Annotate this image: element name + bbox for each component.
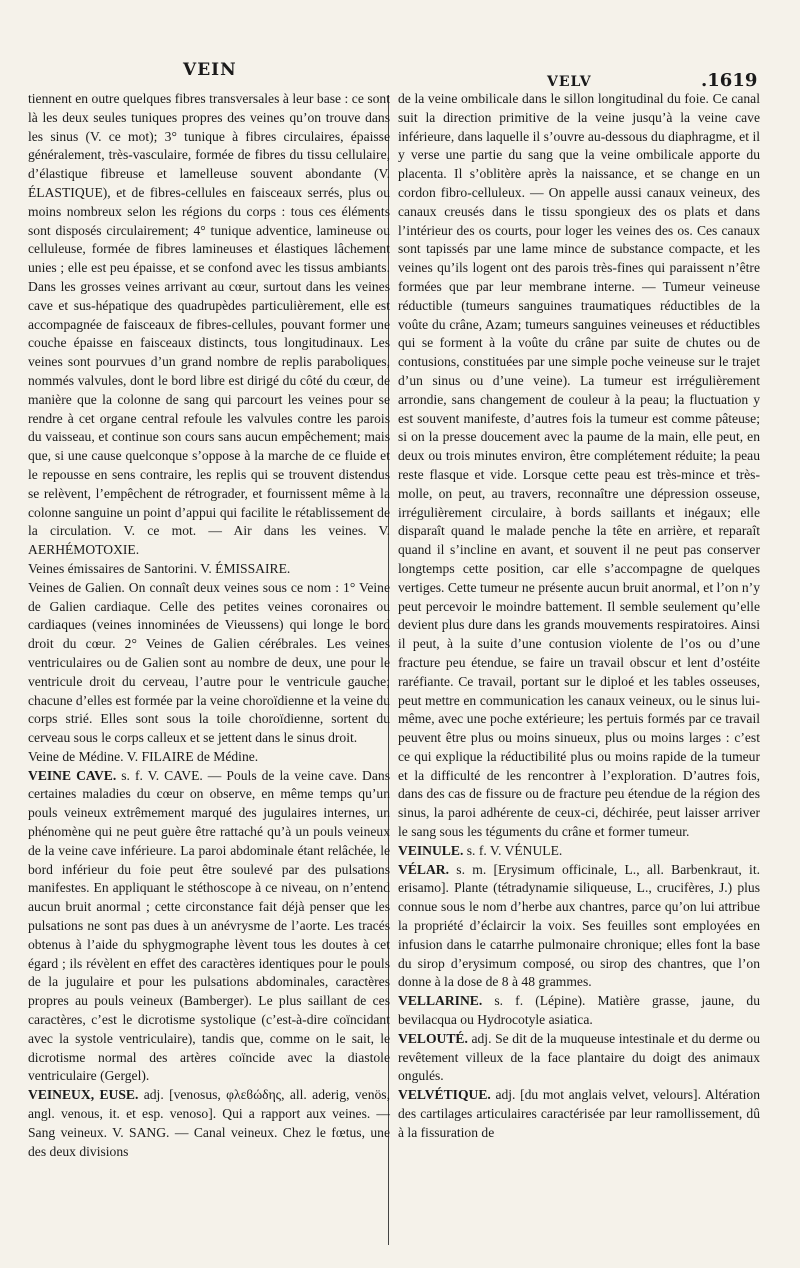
entry-text: s. f. (Lépine). Matière grasse, jaune, du bevilacqua ou Hydrocotyle asiatica. xyxy=(398,993,760,1028)
entry-paragraph xyxy=(398,992,760,1030)
entry-paragraph: Veine de Médine. V. FILAIRE de Médine. xyxy=(28,748,259,764)
entry-paragraph xyxy=(28,767,390,1087)
header-left-word: VEIN xyxy=(183,60,237,80)
entry-paragraph xyxy=(398,1030,760,1086)
entry-headword: VEINE CAVE. xyxy=(28,767,117,783)
entry-text: adj. Se dit de la muqueuse intestinale et du derme ou revêtement villeux de la face plantaire du doigt des animaux ongulés. xyxy=(398,1030,760,1084)
entry-text: adj. [du mot anglais velvet, velours]. Altération des cartilages articulaires caractérisée par leur ramollissement, dû à la fissuration de xyxy=(398,1087,760,1140)
entry-headword: VEINULE. xyxy=(398,842,464,858)
entry-paragraph xyxy=(398,861,760,993)
page-number: .1619 xyxy=(701,70,758,91)
entry-paragraph: Veines émissaires de Santorini. V. ÉMISSAIRE. xyxy=(28,560,291,576)
entry-paragraph xyxy=(398,1086,760,1142)
entry-text: s. f. V. VÉNULE. xyxy=(463,842,563,858)
entry-headword: VELOUTÉ. xyxy=(398,1030,468,1046)
entry-paragraph: de la veine ombilicale dans le sillon longitudinal du foie. Ce canal suit la direction primitive de la veine jusqu’à la veine cave inférieure, dans laquelle il s’ouvre au-dessous du diaphragme, et il y verse une partie du sang que la veine ombilicale apporte du placenta. Il s’oblitère après la naissance, et se change en un cordon fibro-celluleux. — On appelle aussi canaux veineux, des canaux creusés dans le tissu spongieux des os plats et dans l’intérieur des os courts, pour loger les veines des os. Ces canaux sont tapissés par une lame mince de substance compacte, et les veines qu’ils logent ont des parois très-fines qui paraissent n’être formées que par leur membrane interne. — Tumeur veineuse réductible (tumeurs sanguines traumatiques réductibles de la voûte du crâne, Azam; tumeurs sanguines veineuses et réductibles qui se forment à la voûte du crâne par suite de chutes ou de contusions, constituées par une simple poche veineuse sur le trajet d’un sinus ou d’une veine). La tumeur est irrégulièrement arrondie, sans changement de couleur à la peau; la fluctuation y est souvent manifeste, d’autres fois la tumeur est comme pâteuse; si on la presse doucement avec la paume de la main, elle peut, en deux ou trois minutes environ, être complétement réduite; la peau reste flasque et vide. Lorsque cette peau est très-mince et très-molle, on peut, au travers, reconnaître une dépression osseuse, irrégulièrement circulaire, à bords saillants et inégaux; elle disparaît quand le malade penche la tête en arrière, et reparaît quand il s’incline en avant, et souvent il ne peut pas conserver longtemps cette position, car elle s’accompagne de quelques vertiges. Cette tumeur ne présente aucun bruit anormal, et l’on n’y peut percevoir le moindre battement. Il semble seulement qu’elle devient plus dure dans les grands mouvements respiratoires. Ainsi il peut, à la suite d’une contusion violente de l’os ou d’une fracture peu étendue, se faire un travail obscur et lent d’ostéite raréfiante. Ce travail, portant sur le diploé et les tables osseuses, peut mettre en communication les canaux veineux, ou le sinus lui-même, avec une poche extérieure; les pertuis formés par ce travail peuvent être plus ou moins sinueux, plus ou moins larges : c’est ce qui explique la réductibilité plus ou moins rapide de la tumeur et la difficulté de les rencontrer à l’exploration. D’autres fois, dans des cas de fissure ou de fracture peu étendue de la région des sinus, la paroi adhérente de ceux-ci, déchirée, peut laisser arriver le sang sous les téguments du crâne et former tumeur. xyxy=(398,91,760,840)
page-header xyxy=(0,60,800,90)
entry-paragraph xyxy=(398,842,760,861)
entry-text: s. m. [Erysimum officinale, L., all. Barbenkraut, it. erisamo]. Plante (tétradynamie siliqueuse, L., crucifères, J.) plus connue sous le nom d’herbe aux chantres, parce qu’on lui attribue la propriété d’éclaircir la voix. Ses feuilles sont employées en infusion dans le catarrhe pulmonaire chronique; elles font la base du sirop d’erysimum composé, ou sirop des chantres, que l’on donne à la dose de 8 à 48 grammes. xyxy=(398,861,760,990)
entry-headword: VÉLAR. xyxy=(398,861,449,877)
entry-headword: VELVÉTIQUE. xyxy=(398,1087,491,1103)
entry-text: s. f. V. CAVE. — Pouls de la veine cave. Dans certaines maladies du cœur on observe, en même temps qu’un pouls veineux extrêmement marqué des jugulaires internes, un phénomène qui ne peut guère être rattaché qu’à un pouls veineux de la veine cave inférieure. La paroi abdominale étant relâchée, le bord inférieur du foie peut être soulevé par des pulsations manifestes. En appliquant le stéthoscope à ce niveau, on n’entend aucun bruit anormal ; cette circonstance fait déjà penser que les pulsations ne sont pas dues à un anévrysme de l’aorte. Les tracés obtenus à l’aide du sphygmographe lèvent tous les doutes à cet égard ; ils révèlent en effet des caractères identiques pour le pouls de la jugulaire et pour les pulsations abdominales, caractères propres au pouls veineux (Bamberger). Le plus saillant de ces caractères, c’est le dicrotisme systolique (c’est-à-dire coïncidant avec la systole ventriculaire), tandis que, comme on le sait, le dicrotisme normal des artères coïncide avec la diastole ventriculaire (Gergel). xyxy=(28,767,390,1084)
entry-paragraph: tiennent en outre quelques fibres transversales à leur base : ce sont là les deux seules tuniques propres des veines qu’on trouve dans les sinus (V. ce mot); 3° tunique à fibres circulaires, épaisse généralement, très-vasculaire, formée de fibres du tissu cellulaire, d’élastique fibreuse et lamelleuse souvent abondante (V. ÉLASTIQUE), et de fibres-cellules en faisceaux serrés, plus ou moins nombreux selon les régions du corps : tous ces éléments sont disposés circulairement; 4° tunique adventice, lamineuse ou celluleuse, formée de fibres lamineuses et élastiques lâchement unies ; elle est peu épaisse, et se confond avec les tissus ambiants. Dans les grosses veines arrivant au cœur, surtout dans les veines cave et sus-hépatique des quadrupèdes particulièrement, elle est accompagnée de faisceaux de fibres-cellules, pouvant former une couche épaisse en faisceaux distincts, tous longitudinaux. Les veines sont pourvues d’un grand nombre de replis paraboliques, nommés valvules, dont le bord libre est dirigé du côté du cœur, de manière que la colonne de sang qui parcourt les veines pour se rendre à cet organe central refoule les valvules contre les parois du vaisseau, et continue son cours sans aucun empêchement; mais que, si une cause quelconque s’oppose à la marche de ce fluide et le repousse en sens contraire, les replis qui se trouvent distendus se relèvent, l’empêchent de rétrograder, et fournissent même à la colonne sanguine un point d’appui qui facilite le rétablissement de la circulation. V. ce mot. — Air dans les veines. V. AERHÉMOTOXIE. xyxy=(28,91,390,558)
header-right-word: VELV xyxy=(547,74,592,90)
entry-paragraph: Veines de Galien. On connaît deux veines sous ce nom : 1° Veine de Galien cardiaque. Celle des petites veines coronaires ou cardiaques (veines innominées de Vieussens) qui longe le bord droit du cœur. 2° Veines de Galien cérébrales. Les veines ventriculaires ou de Galien sont au nombre de deux, une pour le ventricule droit du cerveau, l’autre pour le ventricule gauche; chacune d’elles est formée par la veine choroïdienne et la veine du corps strié. Elles sont sous la toile choroïdienne, sortent du cerveau sous le corps calleux et se jettent dans le sinus droit. xyxy=(28,579,390,746)
right-column xyxy=(398,90,760,1143)
entry-paragraph xyxy=(28,1086,390,1161)
entry-text: adj. [venosus, φλεϐώδης, all. aderig, venös, angl. venous, it. et esp. venoso]. Qui a rapport aux veines. — Sang veineux. V. SANG. — Canal veineux. Chez le fœtus, une des deux divisions xyxy=(28,1087,390,1159)
left-column xyxy=(28,90,390,1161)
entry-headword: VELLARINE. xyxy=(398,993,483,1009)
entry-headword: VEINEUX, EUSE. xyxy=(28,1087,139,1103)
